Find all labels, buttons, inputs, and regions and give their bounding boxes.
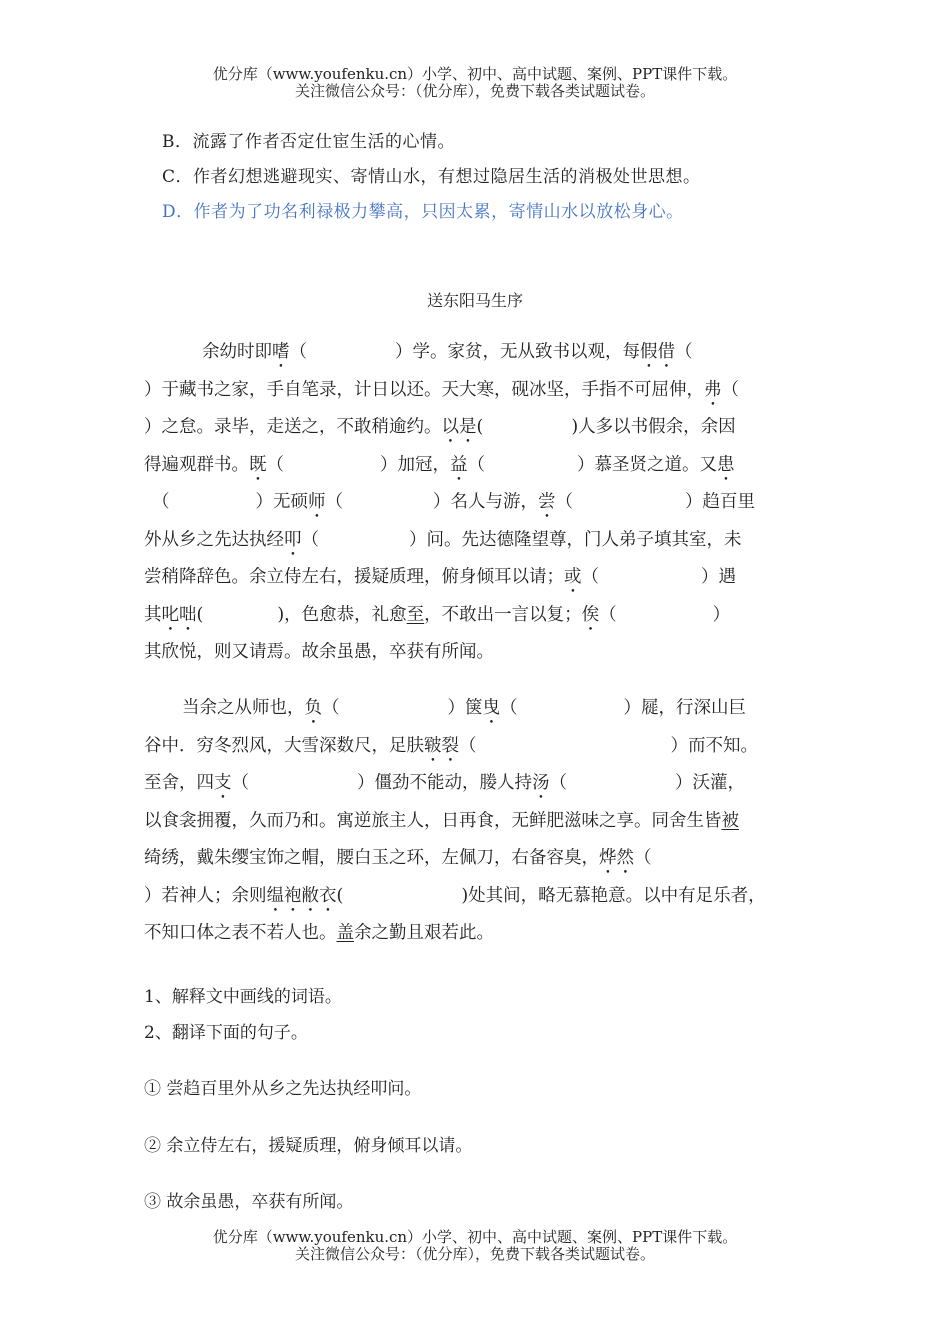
header-line-1: 优分库（www.youfenku.cn）小学、初中、高中试题、案例、PPT课件下载。 — [212, 65, 738, 83]
header-line-2: 关注微信公众号：（优分库），免费下载各类试题试卷。 — [294, 82, 655, 100]
dotted-word: 皲裂 — [424, 735, 459, 756]
text-line: 当余之从师也，负（ ）箧曳（ ）屣，行深山巨 — [182, 698, 746, 718]
text-line: ）若神人；余则缊袍敝衣( )处其间，略无慕艳意。以中有足乐者， — [144, 885, 766, 906]
passage-paragraph-2 — [144, 690, 824, 953]
text-line: 余幼时即嗜（ ）学。家贫，无从致书以观，每假借（ — [202, 342, 693, 362]
underlined-word: 盖 — [336, 923, 354, 943]
page-footer — [0, 1229, 950, 1263]
text-line: 谷中．穷冬烈风，大雪深数尺，足肤皲裂（ ）而不知。 — [144, 735, 758, 756]
text-line: （ ）无硕师（ ）名人与游，尝（ ）趋百里 — [152, 492, 755, 512]
dotted-word: 患 — [717, 454, 735, 475]
passage-paragraph-1 — [144, 334, 824, 672]
dotted-word: 缊袍敝衣 — [266, 885, 337, 906]
footer-line-1: 优分库（www.youfenku.cn）小学、初中、高中试题、案例、PPT课件下载。 — [212, 1228, 738, 1246]
text-line: ）于藏书之家，手自笔录，计日以还。天大寒，砚冰坚，手指不可屈伸，弗（ — [144, 379, 739, 400]
option-b: B．流露了作者否定仕宦生活的心情。 — [162, 132, 455, 152]
dotted-word: 弗 — [704, 379, 722, 400]
sentence-1: ① 尝趋百里外从乡之先达执经叩问。 — [144, 1079, 422, 1099]
text-line: 其欣悦，则又请焉。故余虽愚，卒获有所闻。 — [144, 642, 494, 662]
dotted-word: 嗜 — [272, 342, 290, 362]
text-line: ）之怠。录毕，走送之，不敢稍逾约。以是( )人多以书假余，余因 — [144, 417, 736, 437]
dotted-word: 俟 — [581, 604, 600, 625]
text-line: 其叱咄( )，色愈恭，礼愈至，不敢出一言以复；俟（ ） — [144, 604, 731, 625]
option-c: C．作者幻想逃避现实、寄情山水，有想过隐居生活的消极处世思想。 — [162, 167, 701, 187]
dotted-word: 益 — [450, 454, 468, 475]
dotted-word: 假 — [640, 342, 658, 362]
dotted-word: 负 — [304, 698, 322, 718]
sentence-2: ② 余立侍左右，援疑质理，俯身倾耳以请。 — [144, 1136, 473, 1156]
dotted-word: 借 — [657, 342, 675, 362]
dotted-word: 或 — [564, 567, 582, 587]
passage-title: 送东阳马生序 — [426, 291, 523, 310]
text-line: 至舍，四支（ ）僵劲不能动，媵人持汤（ ）沃灌， — [144, 773, 745, 793]
dotted-word: 曳 — [482, 698, 500, 718]
dotted-word: 既 — [249, 454, 267, 475]
text-line: 以食衾拥覆，久而乃和。寓逆旅主人，日再食，无鲜肥滋味之享。同舍生皆被 — [144, 810, 739, 831]
question-2: 2、翻译下面的句子。 — [144, 1023, 308, 1043]
dotted-word: 叩 — [284, 529, 302, 550]
footer-line-2: 关注微信公众号：（优分库），免费下载各类试题试卷。 — [294, 1245, 655, 1263]
dotted-word: 师 — [308, 492, 326, 512]
underlined-word: 至 — [406, 604, 425, 625]
text-line: 尝稍降辞色。余立侍左右，援疑质理，俯身倾耳以请；或（ ）遇 — [144, 567, 736, 587]
dotted-word: 尝 — [538, 492, 556, 512]
page-header — [0, 66, 950, 100]
dotted-word: 支 — [214, 773, 232, 793]
dotted-word: 汤 — [532, 773, 550, 793]
option-d-answer: D．作者为了功名利禄极力攀高，只因太累，寄情山水以放松身心。 — [162, 202, 684, 222]
text-line: 得遍观群书。既（ ）加冠，益（ ）慕圣贤之道。又患 — [144, 454, 735, 475]
underlined-word: 被 — [721, 810, 739, 831]
text-line: 绮绣，戴朱缨宝饰之帽，腰白玉之环，左佩刀，右备容臭，烨然（ — [144, 848, 652, 868]
dotted-word: 叱咄 — [161, 604, 197, 625]
text-line: 不知口体之表不若人也。盖余之勤且艰若此。 — [144, 923, 494, 943]
dotted-word: 以是 — [441, 417, 477, 437]
dotted-word: 烨然 — [599, 848, 634, 868]
question-1: 1、解释文中画线的词语。 — [144, 987, 342, 1007]
sentence-3: ③ 故余虽愚，卒获有所闻。 — [144, 1192, 354, 1212]
text-line: 外从乡之先达执经叩（ ）问。先达德隆望尊，门人弟子填其室，未 — [144, 529, 742, 550]
